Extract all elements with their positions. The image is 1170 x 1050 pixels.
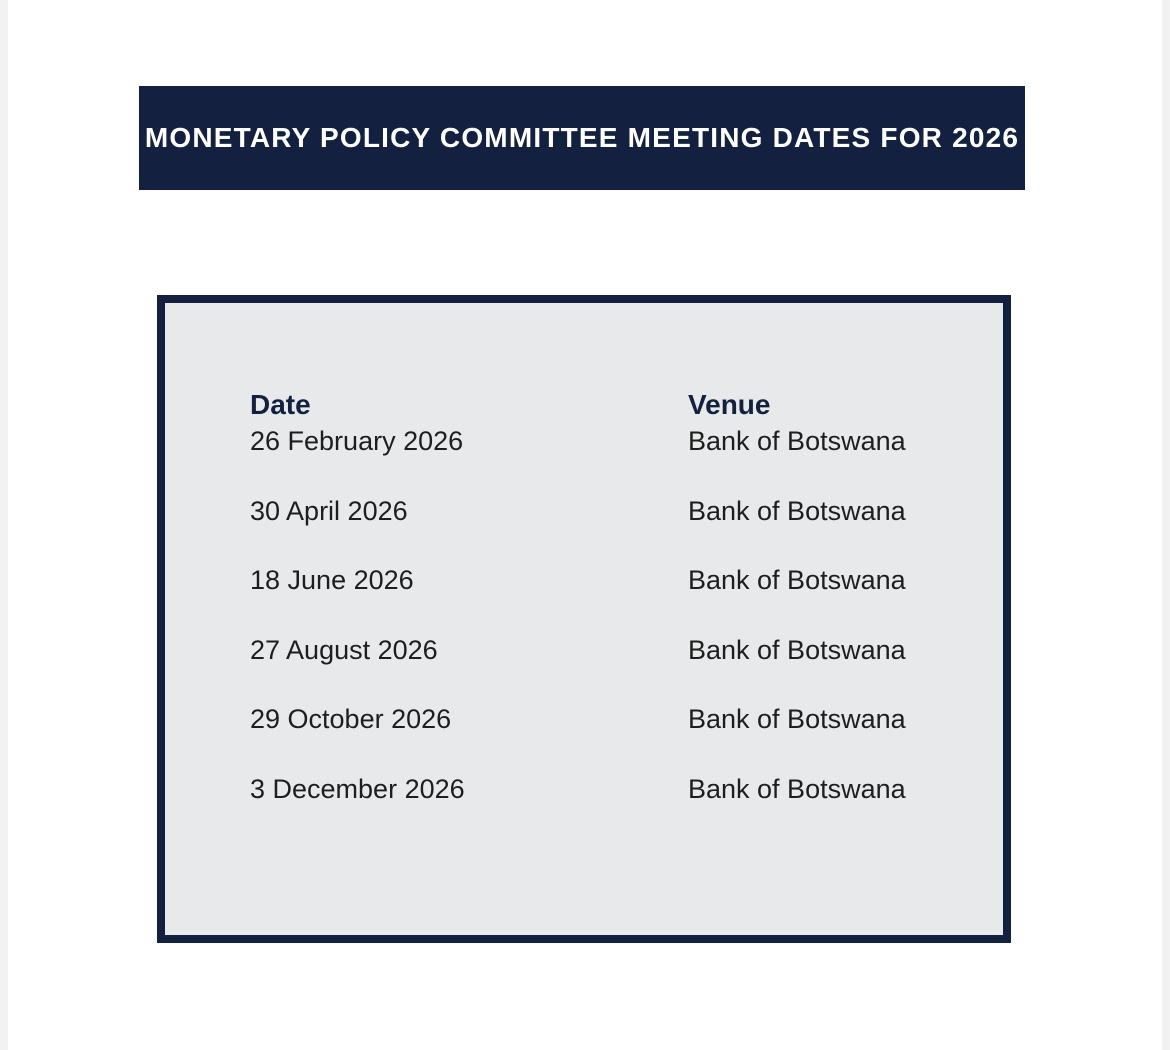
meeting-date: 27 August 2026 [250, 634, 438, 665]
meeting-venue: Bank of Botswana [688, 773, 906, 804]
page-title: MONETARY POLICY COMMITTEE MEETING DATES FOR 2026 [144, 122, 1020, 153]
meeting-venue: Bank of Botswana [688, 565, 906, 596]
table-row [165, 704, 1003, 774]
meeting-venue: Bank of Botswana [688, 495, 906, 526]
meeting-date: 3 December 2026 [250, 773, 465, 804]
table-row [165, 774, 1003, 844]
table-row [165, 565, 1003, 635]
meeting-schedule-table [157, 295, 1011, 943]
document-page [8, 0, 1162, 1050]
meeting-venue: Bank of Botswana [688, 634, 906, 665]
meeting-date: 29 October 2026 [250, 704, 452, 735]
table-body [165, 426, 1003, 844]
meeting-venue: Bank of Botswana [688, 704, 906, 735]
meeting-date: 18 June 2026 [250, 565, 414, 596]
meeting-venue: Bank of Botswana [688, 426, 906, 456]
table-row [165, 496, 1003, 566]
meeting-date: 26 February 2026 [250, 426, 464, 456]
title-banner [139, 86, 1025, 190]
venue-column-header: Venue [688, 389, 771, 420]
meeting-date: 30 April 2026 [250, 495, 408, 526]
date-column-header: Date [250, 389, 311, 420]
table-row [165, 426, 1003, 496]
table-row [165, 635, 1003, 705]
